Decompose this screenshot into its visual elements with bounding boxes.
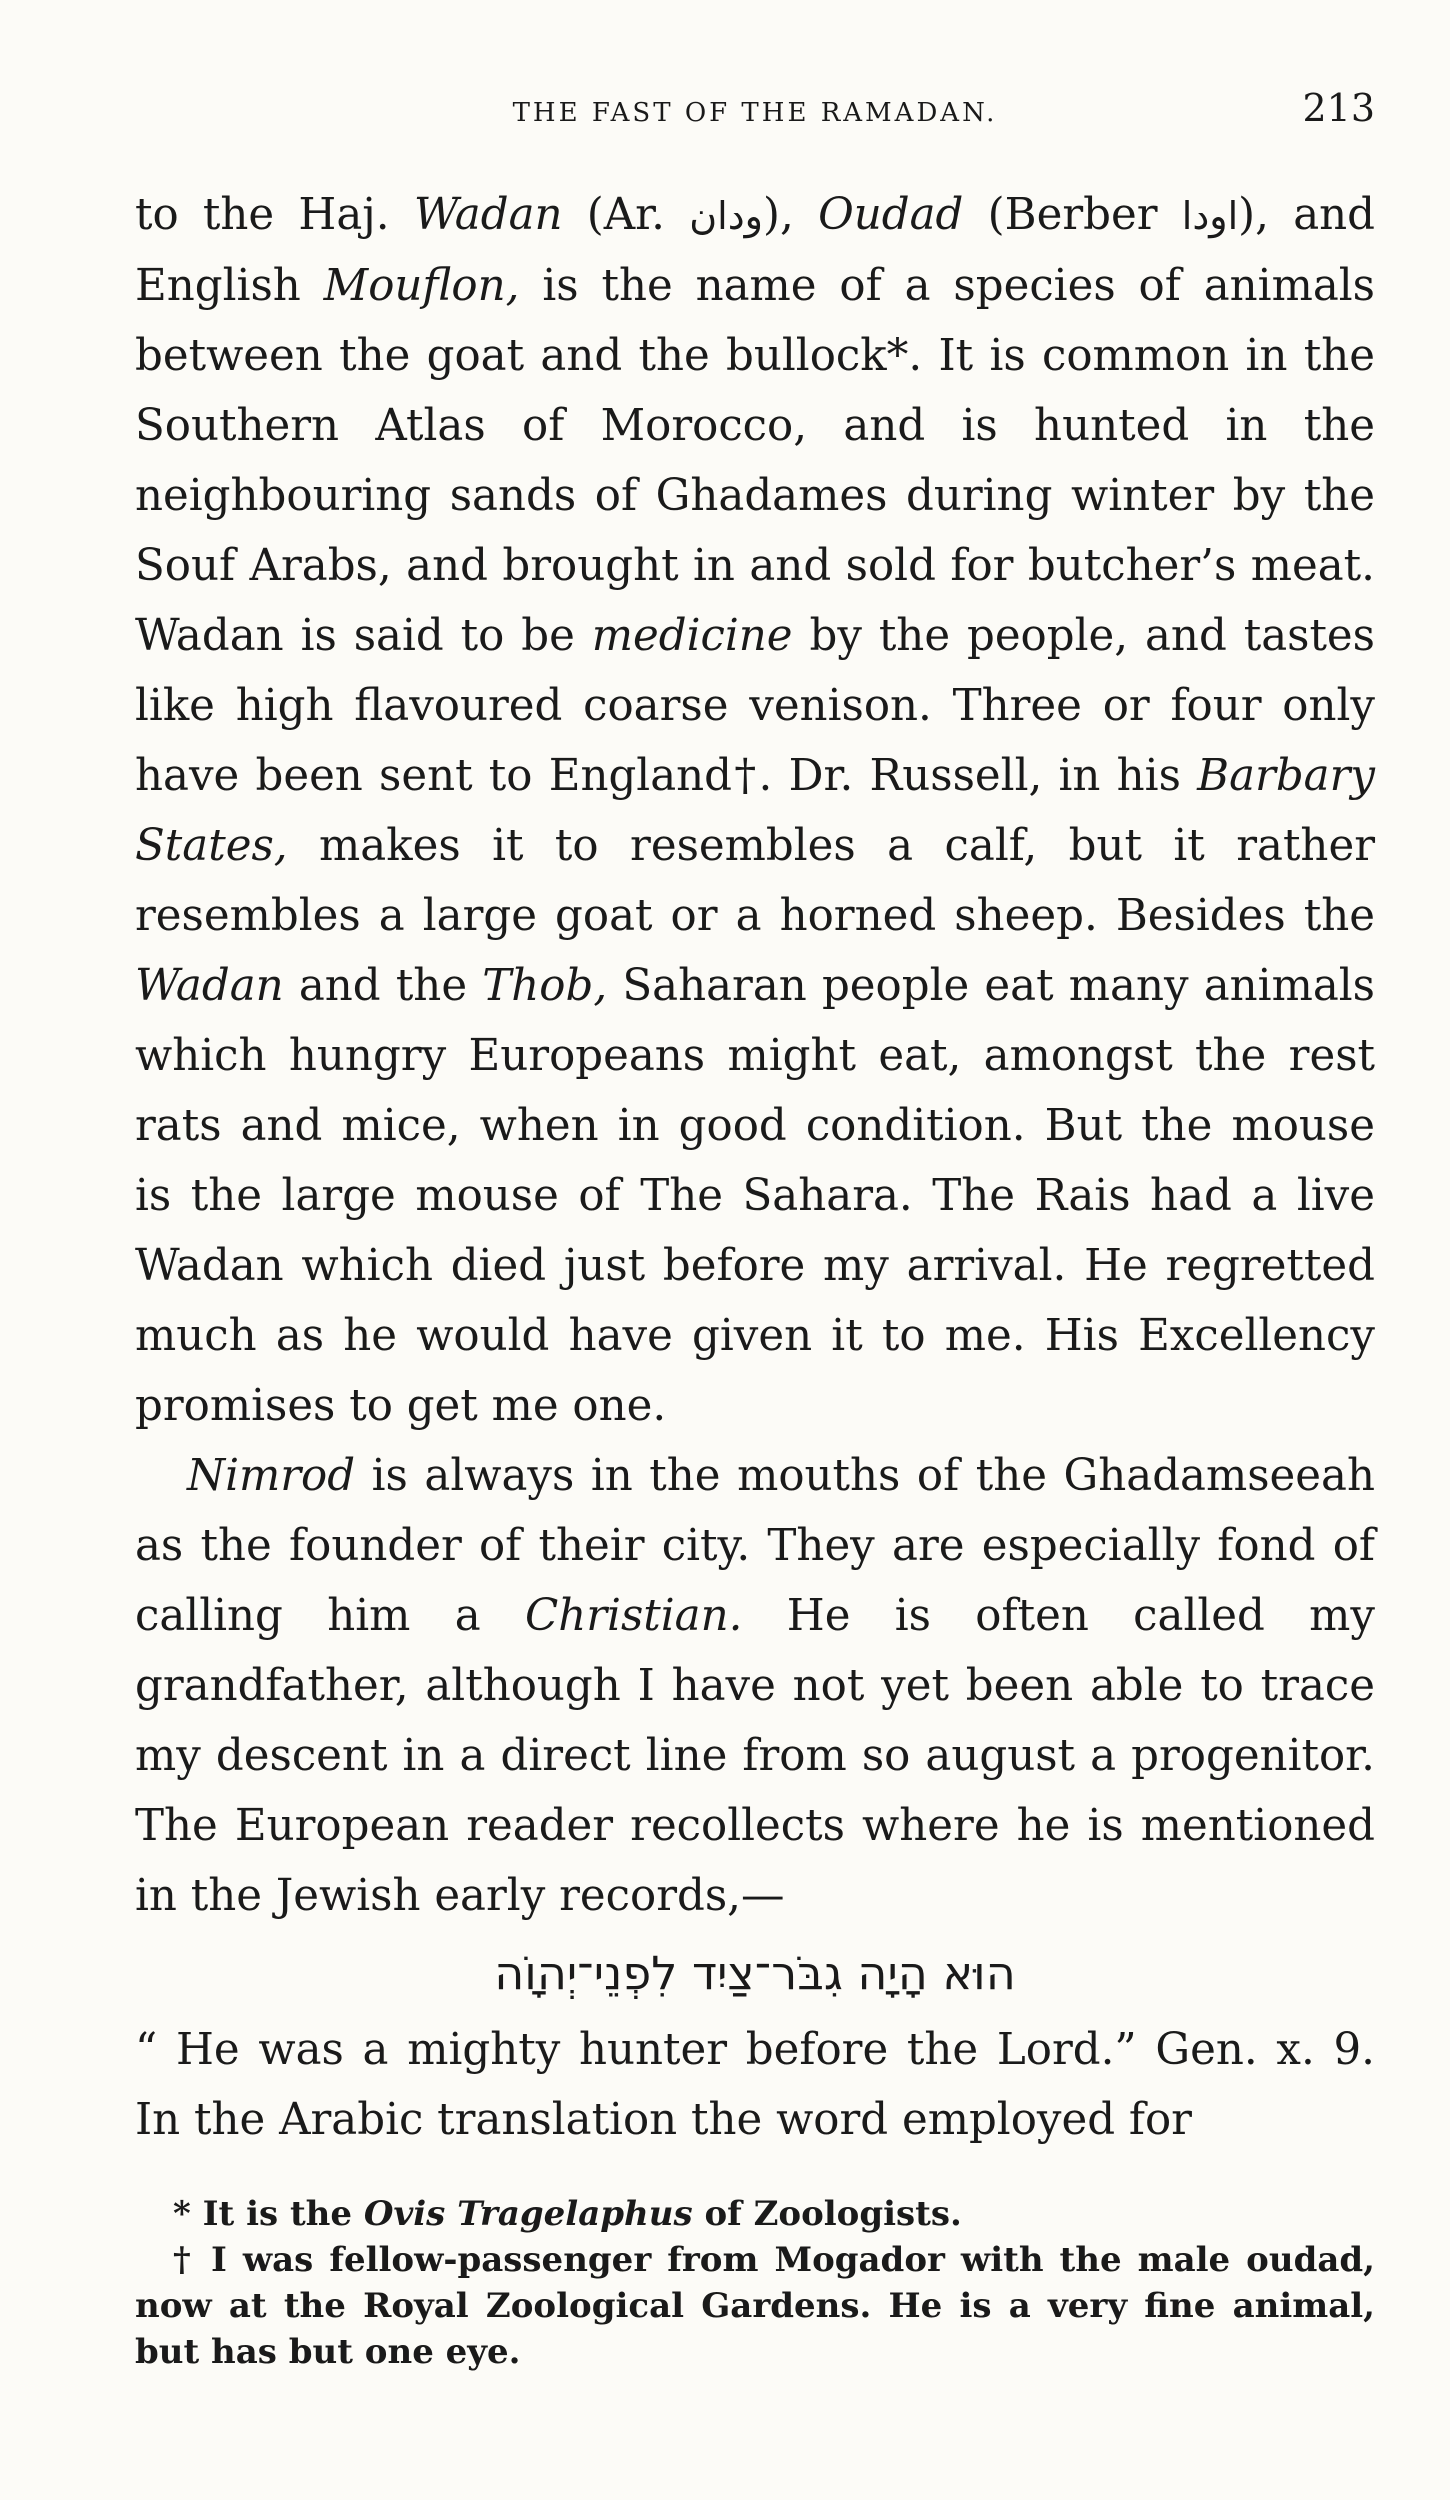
italic-term: Wadan bbox=[413, 190, 563, 240]
text-run: It is the bbox=[190, 2194, 364, 2234]
body-text bbox=[135, 180, 1375, 2155]
text-run: Saharan people eat many animals which hungry Europeans might eat, amongst the rest rats and mice, when in good condition. But the mouse is the large mouse of The Sahara. The Rais had a live Wadan which died just before my arrival. He regretted much as he would have given it to me. His Excellency promises to get me one. bbox=[135, 961, 1375, 1431]
text-run: ), and English bbox=[135, 190, 1376, 311]
page-header bbox=[135, 80, 1375, 140]
text-run: (Ar. bbox=[562, 190, 690, 240]
italic-term: Oudad bbox=[818, 190, 964, 240]
footnote-mark: * bbox=[173, 2194, 191, 2234]
italic-term: Christian. bbox=[524, 1591, 743, 1641]
footnotes bbox=[135, 2191, 1375, 2375]
italic-term: medicine bbox=[591, 611, 793, 661]
text-run: of Zoologists. bbox=[692, 2194, 962, 2234]
italic-term: Thob, bbox=[482, 961, 608, 1011]
text-run: makes it to resembles a calf, but it rather resembles a large goat or a horned sheep. Besides the bbox=[135, 821, 1375, 941]
italic-term: Nimrod bbox=[187, 1451, 356, 1501]
footnote-2 bbox=[135, 2237, 1375, 2375]
running-head: THE FAST OF THE RAMADAN. bbox=[512, 98, 998, 128]
page-number: 213 bbox=[1302, 86, 1375, 130]
italic-term: Wadan bbox=[135, 961, 284, 1011]
footnote-mark: † bbox=[173, 2240, 195, 2280]
text-run: (Berber bbox=[963, 190, 1182, 240]
text-run: by the people, and tastes like high flavoured coarse venison. Three or four only have been sent to England†. Dr. Russell, in his bbox=[135, 611, 1375, 801]
text-run: to the Haj. bbox=[135, 190, 414, 240]
italic-term: Barbary States, bbox=[135, 751, 1375, 871]
berber-word: اودا bbox=[1181, 194, 1239, 238]
text-run: He is often called my grandfather, although I have not yet been able to trace my descent in a direct line from so august a progenitor. The European reader recollects where he is mentioned in the Jewish early records,— bbox=[135, 1591, 1375, 1921]
paragraph-genesis: “ He was a mighty hunter before the Lord.” Gen. x. 9. In the Arabic translation the word employed for bbox=[135, 2025, 1375, 2145]
paragraph-nimrod bbox=[135, 1441, 1375, 1931]
text-run: is the name of a species of animals between the goat and the bullock*. It is common in the Southern Atlas of Morocco, and is hunted in the neighbouring sands of Ghadames during winter by the Souf Arabs, and brought in and sold for butcher’s meat. Wadan is said to be bbox=[135, 261, 1375, 661]
text-run: ), bbox=[763, 190, 819, 240]
paragraph-wadan bbox=[135, 180, 1375, 1441]
text-run: I was fellow-passenger from Mogador with the male oudad, now at the Royal Zoological Gardens. He is a very fine animal, but has but one eye. bbox=[135, 2240, 1375, 2372]
book-page bbox=[135, 80, 1375, 2375]
hebrew-quotation: הוּא הָיָה גִבֹּר־צַיִד לִפְנֵי־יְהוָֹה bbox=[494, 1946, 1016, 2000]
text-run: and the bbox=[283, 961, 483, 1011]
footnote-1 bbox=[135, 2191, 1375, 2237]
text-run: is always in the mouths of the Ghadamseeah as the founder of their city. They are especially fond of calling him a bbox=[135, 1451, 1375, 1641]
italic-term: Mouflon, bbox=[323, 261, 520, 311]
arabic-word: ودان bbox=[689, 194, 764, 238]
italic-term: Ovis Tragelaphus bbox=[363, 2194, 693, 2234]
